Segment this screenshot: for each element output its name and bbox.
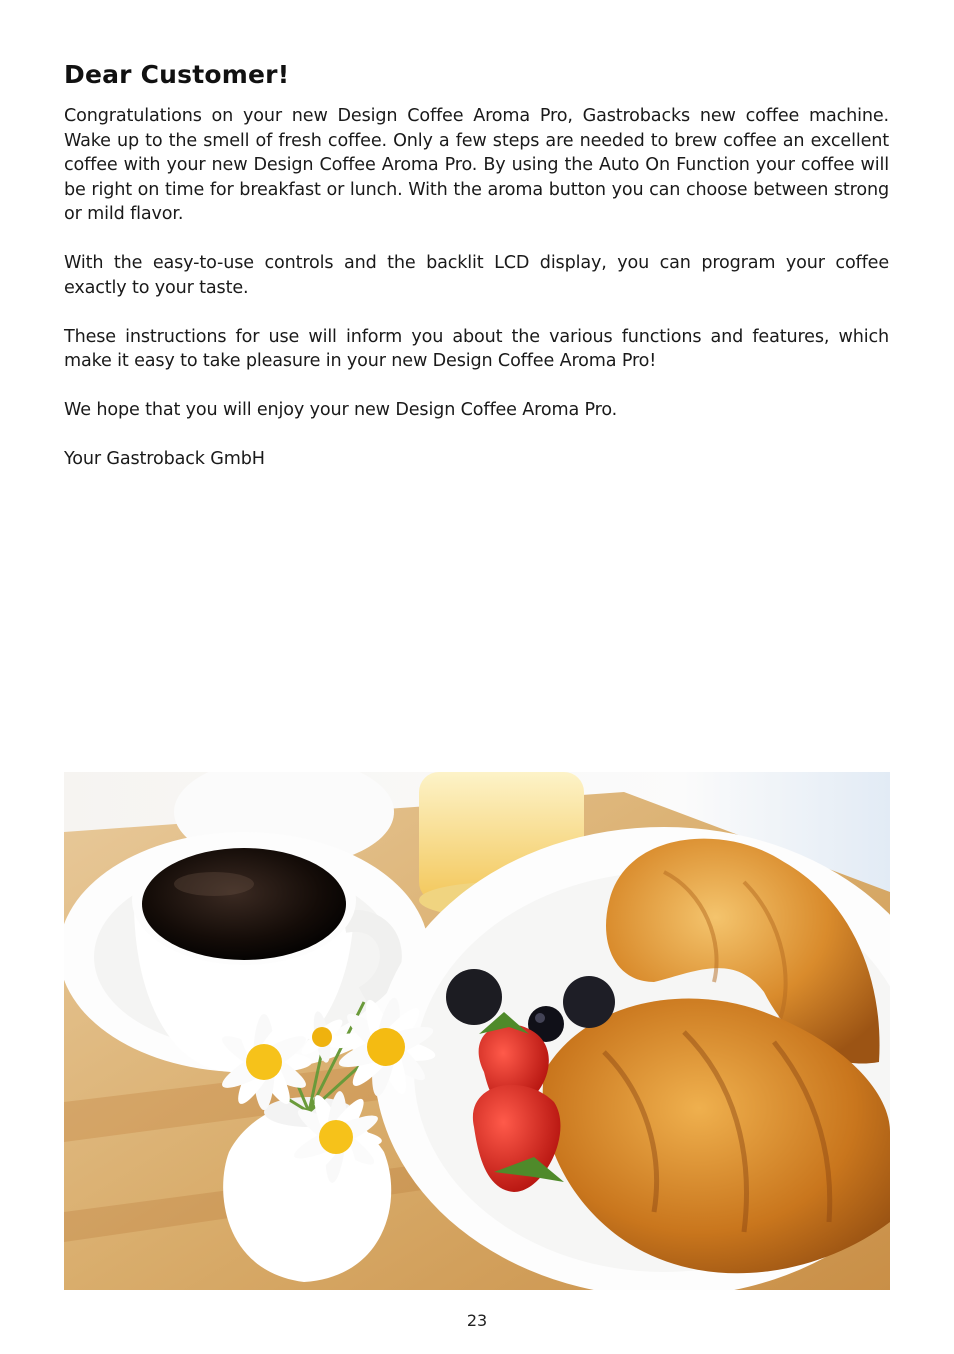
page-heading: Dear Customer! — [64, 60, 290, 89]
signature-line: Your Gastroback GmbH — [64, 449, 265, 469]
page-number: 23 — [466, 1311, 488, 1330]
controls-paragraph: With the easy-to-use controls and the backlit LCD display, you can program your coffee exactly to your taste. — [64, 253, 889, 298]
intro-paragraph: Congratulations on your new Design Coffee Aroma Pro, Gastrobacks new coffee machine. Wake up to the smell of fresh coffee. Only a few steps are needed to brew coffee an excellent coffee with your new Design Coffee Aroma Pro. By using the Auto On Function your coffee will be right on time for breakfast or lunch. With the aroma button you can choose between strong or mild flavor. — [64, 106, 889, 224]
body-text — [64, 104, 889, 496]
instructions-paragraph: These instructions for use will inform you about the various functions and features, which make it easy to take pleasure in your new Design Coffee Aroma Pro! — [64, 326, 889, 371]
enjoy-paragraph: We hope that you will enjoy your new Design Coffee Aroma Pro. — [64, 400, 618, 420]
breakfast-photo — [64, 772, 890, 1290]
